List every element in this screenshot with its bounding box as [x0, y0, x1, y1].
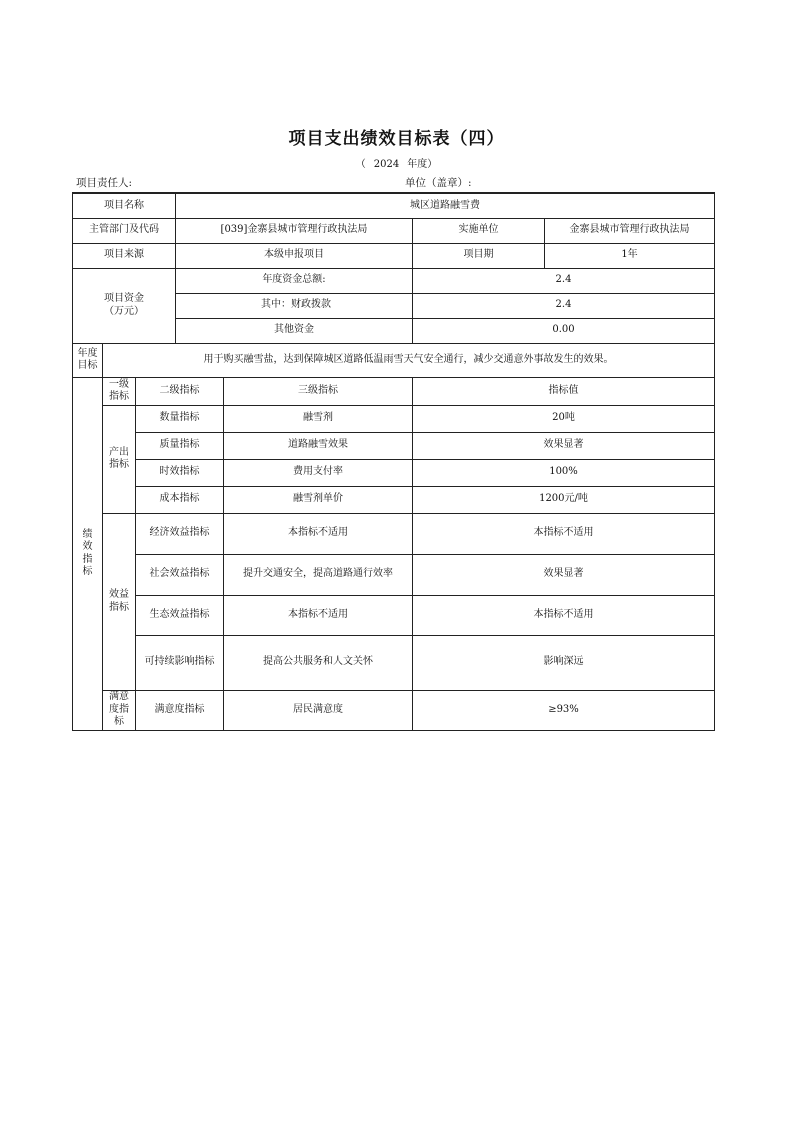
benefit-l3: 本指标不适用	[224, 595, 413, 635]
benefit-l3: 提升交通安全，提高道路通行效率	[224, 554, 413, 595]
output-l3: 道路融雪效果	[224, 432, 413, 459]
funds-label-line1: 项目资金	[104, 293, 144, 304]
output-value: 1200元/吨	[413, 486, 715, 513]
output-label-line1: 产出	[109, 446, 129, 458]
satisfaction-l3: 居民满意度	[224, 690, 413, 730]
funds-other-value: 0.00	[413, 318, 715, 343]
dept-value: [039]金寨县城市管理行政执法局	[176, 218, 413, 243]
output-l2: 数量指标	[136, 405, 224, 432]
perf-char: 指	[82, 553, 93, 565]
period-value: 1年	[545, 243, 715, 268]
output-value: 100%	[413, 459, 715, 486]
satisfaction-label-line2: 度指	[109, 703, 129, 715]
value-header: 指标值	[413, 377, 715, 405]
satisfaction-indicators-label	[103, 690, 136, 730]
year-line	[0, 155, 793, 170]
annual-goal-label-line2: 目标	[77, 360, 98, 371]
perf-indicators-label	[73, 377, 103, 730]
annual-goal-label	[73, 343, 103, 377]
perf-char: 标	[82, 566, 93, 577]
dept-label: 主管部门及代码	[73, 218, 176, 243]
impl-unit-value: 金寨县城市管理行政执法局	[545, 218, 715, 243]
benefit-indicators-label	[103, 513, 136, 690]
benefit-l2: 经济效益指标	[136, 513, 224, 554]
responsible-label: 项目责任人:	[76, 177, 133, 189]
satisfaction-label-line1: 满意	[109, 691, 129, 703]
funds-total-value: 2.4	[413, 268, 715, 293]
funds-fiscal-value: 2.4	[413, 293, 715, 318]
funds-other-label: 其他资金	[176, 318, 413, 343]
output-l2: 质量指标	[136, 432, 224, 459]
benefit-l3: 本指标不适用	[224, 513, 413, 554]
satisfaction-l2: 满意度指标	[136, 690, 224, 730]
level1-header-line1: 一级	[109, 378, 129, 390]
benefit-value: 本指标不适用	[413, 595, 715, 635]
output-label-line2: 指标	[109, 459, 129, 470]
funds-total-label: 年度资金总额:	[176, 268, 413, 293]
unit-label: 单位（盖章）:	[405, 177, 472, 189]
year-open: （	[355, 159, 366, 170]
annual-goal-label-line1: 年度	[77, 347, 98, 359]
funds-fiscal-label: 其中：财政拨款	[176, 293, 413, 318]
page-title: 项目支出绩效目标表（四）	[288, 129, 505, 149]
output-l2: 成本指标	[136, 486, 224, 513]
benefit-value: 效果显著	[413, 554, 715, 595]
year-suffix: 年度）	[407, 159, 438, 170]
satisfaction-label-line3: 标	[114, 716, 124, 728]
performance-table	[72, 192, 715, 731]
output-l3: 费用支付率	[224, 459, 413, 486]
source-label: 项目来源	[73, 243, 176, 268]
benefit-l2: 可持续影响指标	[136, 635, 224, 690]
perf-char: 绩	[82, 528, 93, 540]
impl-unit-label: 实施单位	[413, 218, 545, 243]
funds-label-line2: （万元）	[104, 305, 144, 317]
output-l3: 融雪剂单价	[224, 486, 413, 513]
benefit-label-line2: 指标	[109, 601, 129, 613]
perf-char: 效	[82, 541, 93, 552]
benefit-value: 影响深远	[413, 635, 715, 690]
benefit-label-line1: 效益	[109, 589, 129, 600]
level3-header: 三级指标	[224, 377, 413, 405]
benefit-l2: 生态效益指标	[136, 595, 224, 635]
benefit-value: 本指标不适用	[413, 513, 715, 554]
funds-label	[73, 268, 176, 343]
period-label: 项目期	[413, 243, 545, 268]
level2-header: 二级指标	[136, 377, 224, 405]
satisfaction-value: ≥93%	[413, 690, 715, 730]
output-value: 效果显著	[413, 432, 715, 459]
benefit-l3: 提高公共服务和人文关怀	[224, 635, 413, 690]
project-name-label: 项目名称	[73, 193, 176, 218]
output-l2: 时效指标	[136, 459, 224, 486]
year-value: 2024	[373, 159, 400, 170]
source-value: 本级申报项目	[176, 243, 413, 268]
project-name-value: 城区道路融雪费	[176, 193, 715, 218]
output-indicators-label	[103, 405, 136, 513]
output-l3: 融雪剂	[224, 405, 413, 432]
annual-goal-text: 用于购买融雪盐，达到保障城区道路低温雨雪天气安全通行，减少交通意外事故发生的效果。	[103, 343, 715, 377]
output-value: 20吨	[413, 405, 715, 432]
benefit-l2: 社会效益指标	[136, 554, 224, 595]
level1-header-line2: 指标	[109, 391, 129, 402]
level1-header	[103, 377, 136, 405]
